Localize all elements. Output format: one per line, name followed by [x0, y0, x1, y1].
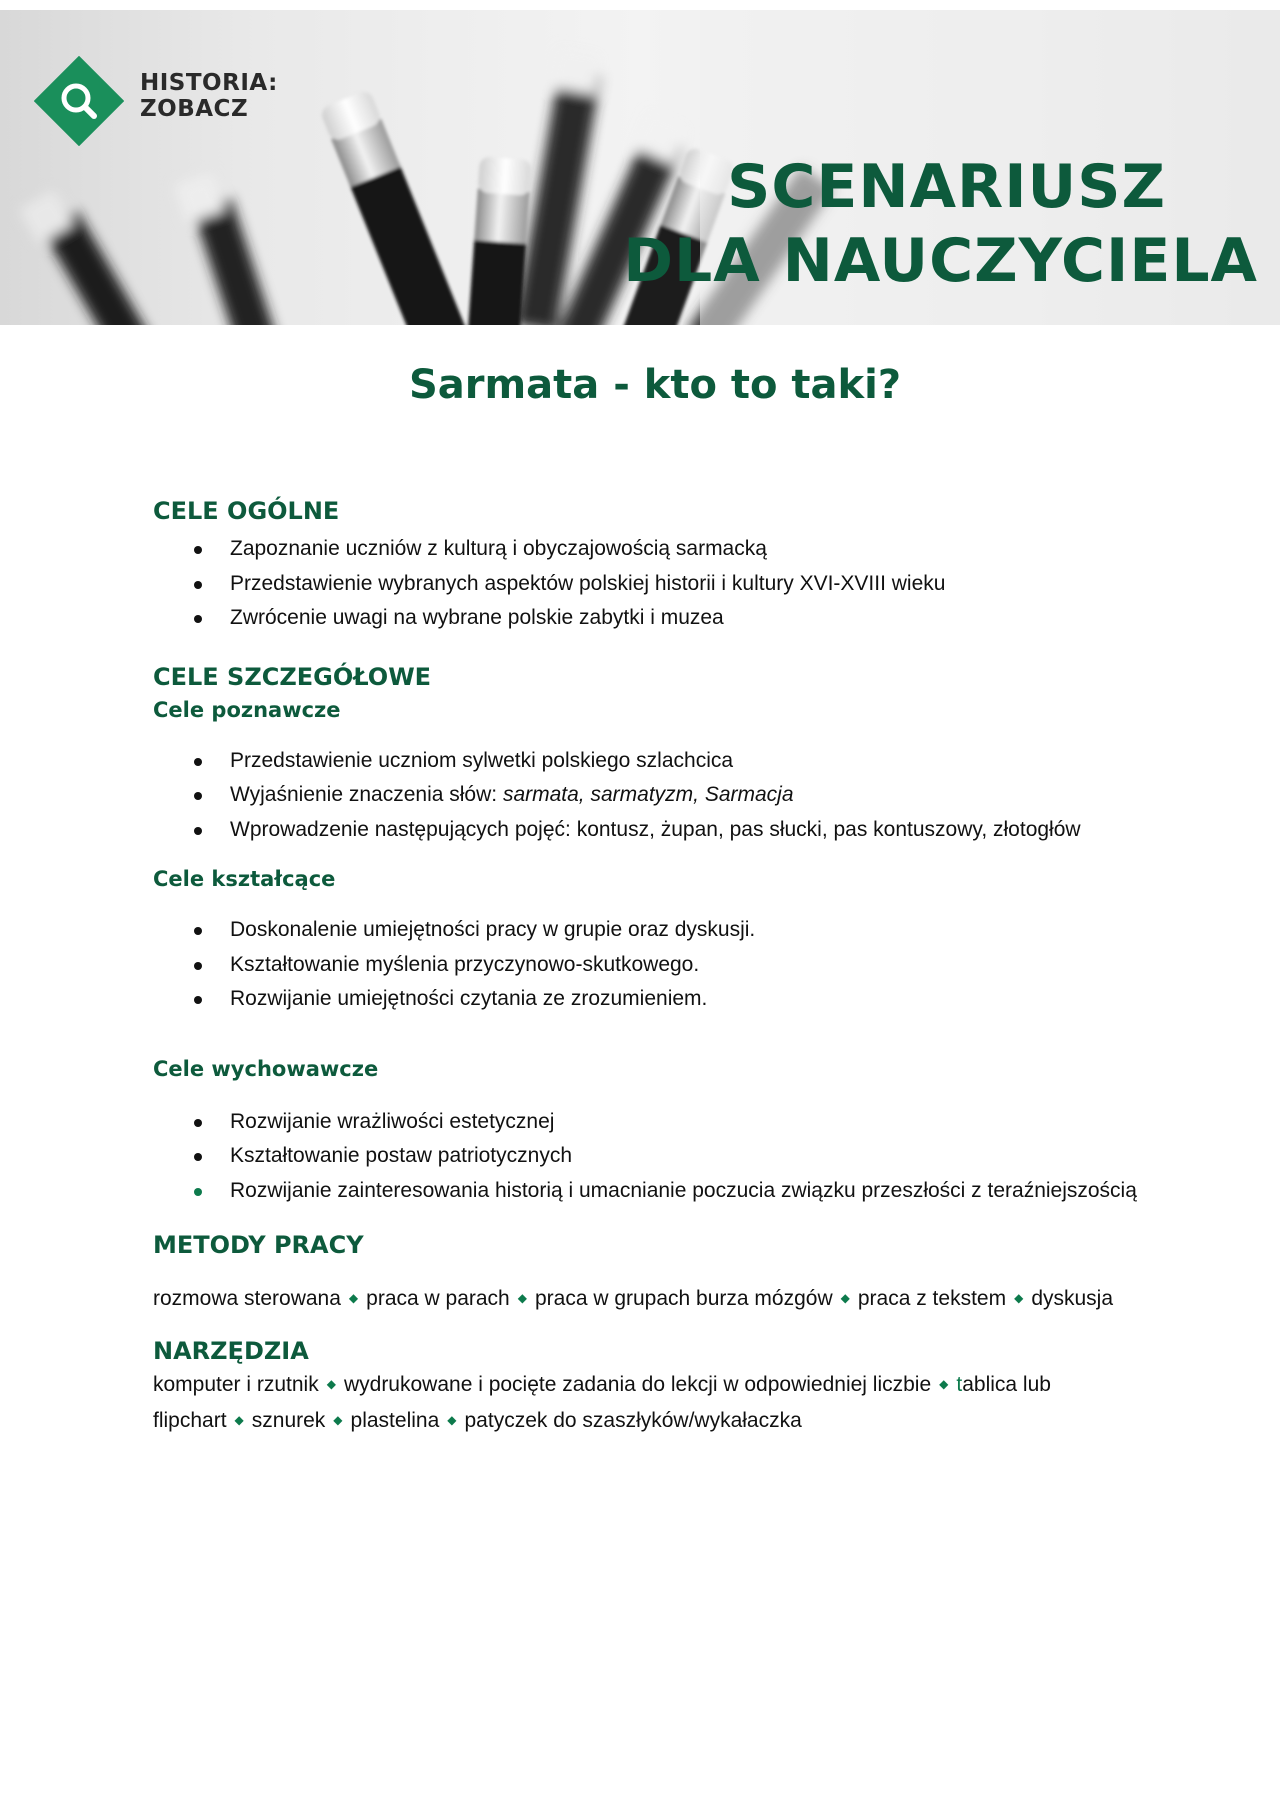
diamond-bullet-icon: ◆	[1014, 1291, 1024, 1305]
diamond-bullet-icon: ◆	[447, 1413, 457, 1427]
content	[153, 496, 1173, 1440]
cele-ksztalcace-list	[153, 913, 1173, 1017]
logo-line-1: HISTORIA:	[140, 70, 278, 96]
list-item: Zapoznanie uczniów z kulturą i obyczajowością sarmacką	[153, 532, 1173, 567]
cele-ogolne-list	[153, 532, 1173, 636]
cele-poznawcze-heading: Cele poznawcze	[153, 697, 341, 722]
tool-item-first-letter: t	[956, 1373, 963, 1396]
tool-item: flipchart	[153, 1409, 227, 1432]
list-item: Doskonalenie umiejętności pracy w grupie oraz dyskusji.	[153, 913, 1173, 948]
list-item-italic-terms: sarmata, sarmatyzm, Sarmacja	[502, 783, 794, 806]
narzedzia-list	[153, 1368, 1173, 1440]
diamond-bullet-icon: ◆	[333, 1413, 343, 1427]
metody-list	[153, 1282, 1173, 1318]
method-item: praca w grupach burza mózgów	[534, 1287, 833, 1310]
list-item-prefix: Wyjaśnienie znaczenia słów:	[230, 783, 503, 806]
method-item: rozmowa sterowana	[153, 1287, 341, 1310]
method-item: praca w parach	[366, 1287, 510, 1310]
cele-poznawcze-list	[153, 744, 1173, 848]
cele-wychowawcze-heading: Cele wychowawcze	[153, 1056, 379, 1081]
diamond-bullet-icon: ◆	[234, 1413, 244, 1427]
list-item: Zwrócenie uwagi na wybrane polskie zabytki i muzea	[153, 601, 1173, 636]
logo-text	[140, 70, 278, 122]
header-title-line-2: DLA NAUCZYCIELA	[623, 226, 1258, 296]
list-item: Przedstawienie wybranych aspektów polskiej historii i kultury XVI-XVIII wieku	[153, 567, 1173, 602]
list-item: Rozwijanie wrażliwości estetycznej	[153, 1105, 1173, 1140]
diamond-bullet-icon: ◆	[326, 1377, 336, 1391]
tool-item: wydrukowane i pocięte zadania do lekcji w odpowiedniej liczbie	[343, 1373, 932, 1396]
list-item: Rozwijanie zainteresowania historią i umacnianie poczucia związku przeszłości z teraźniejszością	[153, 1174, 1173, 1209]
header-title-line-1: SCENARIUSZ	[727, 152, 1166, 222]
cele-szczegolowe-heading: CELE SZCZEGÓŁOWE	[153, 662, 432, 691]
method-item: dyskusja	[1031, 1287, 1114, 1310]
list-item: Przedstawienie uczniom sylwetki polskiego szlachcica	[153, 744, 1173, 779]
tool-item: sznurek	[251, 1409, 326, 1432]
list-item	[153, 778, 1173, 813]
cele-ksztalcace-heading: Cele kształcące	[153, 867, 336, 891]
header-banner	[0, 10, 1280, 325]
cele-wychowawcze-list	[153, 1105, 1173, 1209]
tool-item: komputer i rzutnik	[153, 1373, 319, 1396]
list-item: Rozwijanie umiejętności czytania ze zrozumieniem.	[153, 982, 1173, 1017]
cele-ogolne-heading: CELE OGÓLNE	[153, 497, 340, 525]
tool-item: ablica lub	[962, 1373, 1051, 1396]
list-item: Wprowadzenie następujących pojęć: kontusz, żupan, pas słucki, pas kontuszowy, złotogłów	[153, 813, 1173, 848]
list-item: Kształtowanie myślenia przyczynowo-skutkowego.	[153, 948, 1173, 983]
historia-zobacz-logo	[34, 56, 124, 146]
header-title	[623, 150, 1258, 298]
page-title: Sarmata - kto to taki?	[408, 362, 902, 408]
diamond-bullet-icon: ◆	[517, 1291, 527, 1305]
diamond-bullet-icon: ◆	[348, 1291, 359, 1305]
method-item: praca z tekstem	[857, 1287, 1007, 1310]
metody-heading: METODY PRACY	[153, 1231, 364, 1259]
logo-line-2: ZOBACZ	[140, 96, 249, 122]
diamond-bullet-icon: ◆	[939, 1377, 949, 1391]
narzedzia-heading: NARZĘDZIA	[153, 1337, 309, 1365]
tool-item: plastelina	[350, 1409, 440, 1432]
list-item: Kształtowanie postaw patriotycznych	[153, 1139, 1173, 1174]
diamond-bullet-icon: ◆	[840, 1291, 850, 1305]
tool-item: patyczek do szaszłyków/wykałaczka	[464, 1409, 802, 1432]
